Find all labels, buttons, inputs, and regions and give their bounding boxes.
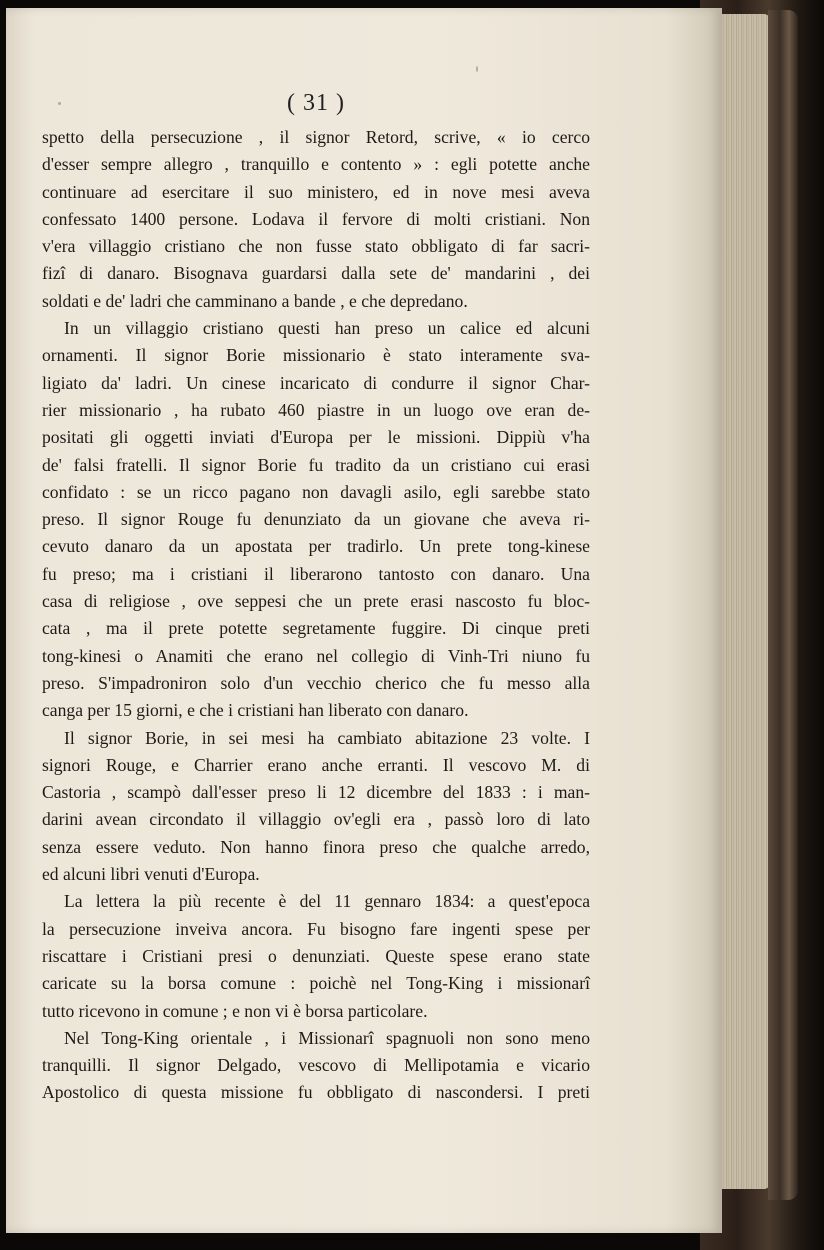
text-line: spetto della persecuzione , il signor Retord, scrive, « io cerco — [42, 127, 590, 147]
page-number: ( 31 ) — [287, 90, 345, 116]
text-line: positati gli oggetti inviati d'Europa per le missioni. Dippiù v'ha — [42, 427, 590, 448]
book-page — [6, 8, 722, 1233]
text-line: cevuto danaro da un apostata per tradirlo. Un prete tong-kinese — [42, 536, 590, 557]
text-line: rier missionario , ha rubato 460 piastre in un luogo ove eran de- — [42, 399, 590, 420]
text-line: fizî di danaro. Bisognava guardarsi dalla sete de' mandarini , dei — [42, 263, 590, 284]
text-line: caricate su la borsa comune : poichè nel Tong-King i missionarî — [42, 973, 590, 994]
text-line: signori Rouge, e Charrier erano anche erranti. Il vescovo M. di — [42, 754, 590, 775]
text-line: Castoria , scampò dall'esser preso li 12 dicembre del 1833 : i man- — [42, 782, 590, 803]
text-line: ornamenti. Il signor Borie missionario è stato interamente sva- — [42, 345, 590, 366]
text-line: canga per 15 giorni, e che i cristiani han liberato con danaro. — [42, 700, 469, 721]
text-line: senza essere veduto. Non hanno finora preso che qualche arredo, — [42, 836, 590, 857]
text-line: tutto ricevono in comune ; e non vi è borsa particolare. — [42, 1000, 428, 1021]
text-line: casa di religiose , ove seppesi che un prete erasi nascosto fu bloc- — [42, 591, 590, 612]
text-line: v'era villaggio cristiano che non fusse stato obbligato di far sacri- — [42, 236, 590, 257]
paper-speck — [58, 102, 61, 105]
text-line: darini avean circondato il villaggio ov'egli era , passò loro di lato — [42, 809, 590, 830]
book-cover-edge — [768, 10, 798, 1200]
text-line: de' falsi fratelli. Il signor Borie fu tradito da un cristiano cui erasi — [42, 454, 590, 475]
text-line: Apostolico di questa missione fu obbligato di nascondersi. I preti — [42, 1082, 590, 1103]
body-text — [42, 124, 590, 1107]
text-line: preso. S'impadroniron solo d'un vecchio cherico che fu messo alla — [42, 672, 590, 693]
text-line: soldati e de' ladri che camminano a bande , e che depredano. — [42, 290, 468, 311]
text-line: continuare ad esercitare il suo ministero, ed in nove mesi aveva — [42, 181, 590, 202]
text-line: Nel Tong-King orientale , i Missionarî spagnuoli non sono meno — [64, 1027, 590, 1048]
text-line: La lettera la più recente è del 11 gennaro 1834: a quest'epoca — [64, 891, 590, 912]
text-line: ligiato da' ladri. Un cinese incaricato di condurre il signor Char- — [42, 372, 590, 393]
text-line: ed alcuni libri venuti d'Europa. — [42, 864, 260, 885]
text-line: d'esser sempre allegro , tranquillo e contento » : egli potette anche — [42, 154, 590, 175]
text-line: tong-kinesi o Anamiti che erano nel collegio di Vinh-Tri niuno fu — [42, 645, 590, 666]
text-line: Il signor Borie, in sei mesi ha cambiato abitazione 23 volte. I — [64, 727, 590, 748]
text-line: fu preso; ma i cristiani il liberarono tantosto con danaro. Una — [42, 563, 590, 584]
text-line: confessato 1400 persone. Lodava il fervore di molti cristiani. Non — [42, 208, 590, 229]
text-line: riscattare i Cristiani presi o denunziati. Queste spese erano state — [42, 945, 590, 966]
text-line: cata , ma il prete potette segretamente fuggire. Di cinque preti — [42, 618, 590, 639]
text-line: confidato : se un ricco pagano non davagli asilo, egli sarebbe stato — [42, 481, 590, 502]
text-line: la persecuzione inveiva ancora. Fu bisogno fare ingenti spese per — [42, 918, 590, 939]
paper-speck — [476, 66, 478, 72]
text-line: tranquilli. Il signor Delgado, vescovo di Mellipotamia e vicario — [42, 1055, 590, 1076]
text-line: preso. Il signor Rouge fu denunziato da un giovane che aveva ri- — [42, 509, 590, 530]
text-line: In un villaggio cristiano questi han preso un calice ed alcuni — [64, 318, 590, 339]
